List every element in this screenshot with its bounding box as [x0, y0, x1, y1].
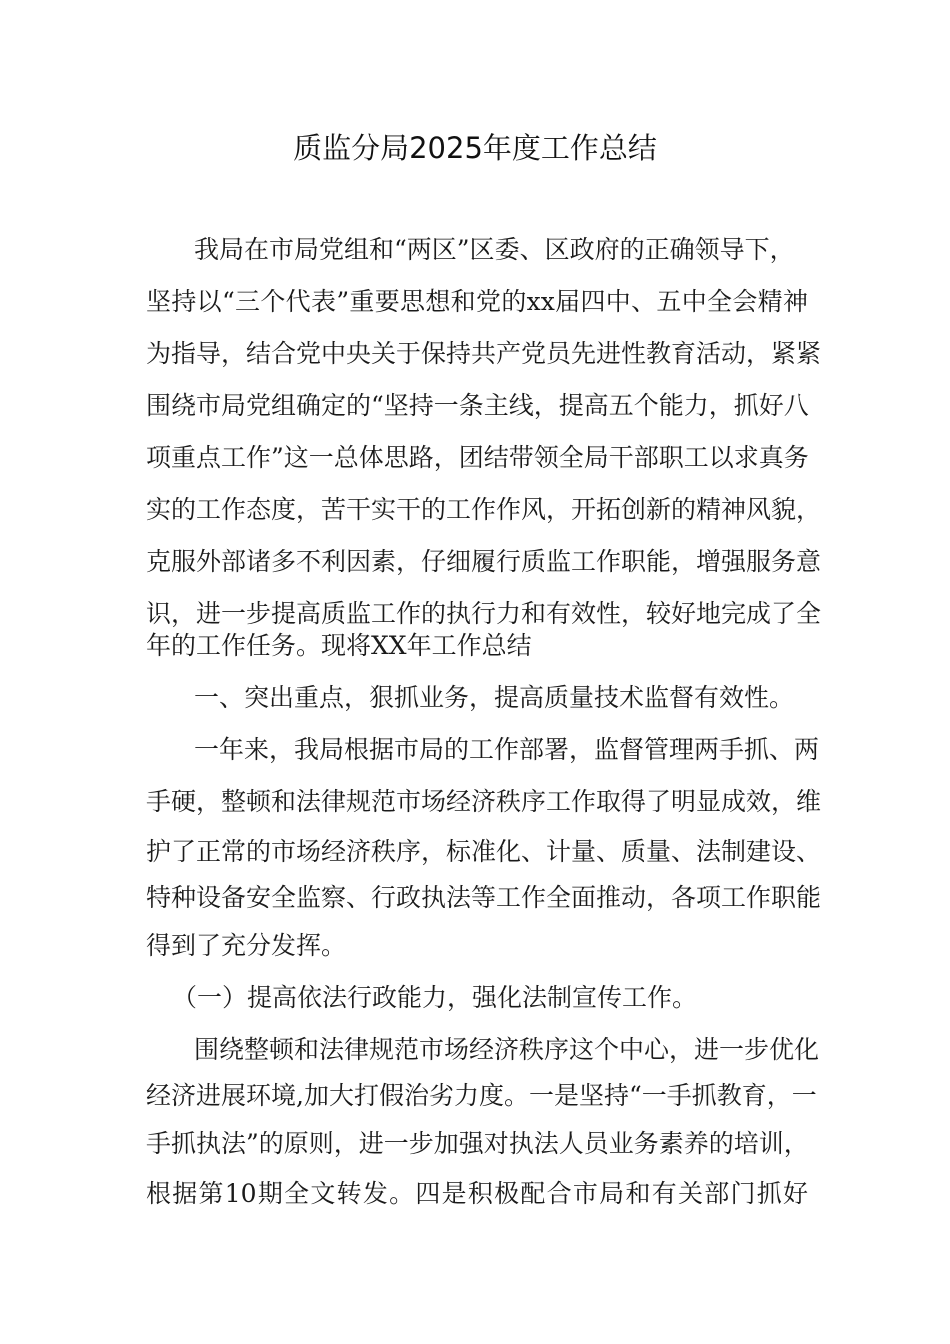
paragraph-line: 项重点工作”这一总体思路，团结带领全局干部职工以求真务 [146, 443, 809, 472]
paragraph-line: 坚持以“三个代表”重要思想和党的xx届四中、五中全会精神 [146, 287, 808, 316]
paragraph-line: 根据第10期全文转发。四是积极配合市局和有关部门抓好 [146, 1179, 808, 1208]
paragraph-line: 围绕市局党组确定的“坚持一条主线，提高五个能力，抓好八 [146, 391, 809, 420]
paragraph-line: 手硬，整顿和法律规范市场经济秩序工作取得了明显成效，维 [146, 787, 822, 816]
paragraph-line: 经济进展环境,加大打假治劣力度。一是坚持“一手抓教育，一 [146, 1081, 817, 1110]
paragraph-line: 手抓执法”的原则，进一步加强对执法人员业务素养的培训， [146, 1129, 809, 1158]
paragraph-line: 我局在市局党组和“两区”区委、区政府的正确领导下， [194, 235, 795, 264]
paragraph-line: 识，进一步提高质监工作的执行力和有效性，较好地完成了全 [146, 599, 822, 628]
document-body [146, 0, 822, 1344]
paragraph-line: 得到了充分发挥。 [146, 931, 347, 960]
paragraph-line: 为指导，结合党中央关于保持共产党员先进性教育活动，紧紧 [146, 339, 822, 368]
paragraph-line: 实的工作态度，苦干实干的工作作风，开拓创新的精神风貌， [146, 495, 822, 524]
paragraph-line: 一年来，我局根据市局的工作部署，监督管理两手抓、两 [194, 735, 820, 764]
paragraph-line: 年的工作任务。现将XX年工作总结 [146, 631, 532, 660]
section-heading: 一、突出重点，狠抓业务，提高质量技术监督有效性。 [194, 683, 795, 712]
paragraph-line: 围绕整顿和法律规范市场经济秩序这个中心，进一步优化 [194, 1035, 820, 1064]
subsection-heading: （一）提高依法行政能力，强化法制宣传工作。 [172, 983, 698, 1012]
document-title: 质监分局2025年度工作总结 [293, 131, 657, 165]
paragraph-line: 特种设备安全监察、行政执法等工作全面推动，各项工作职能 [146, 883, 822, 912]
paragraph-line: 护了正常的市场经济秩序，标准化、计量、质量、法制建设、 [146, 837, 822, 866]
paragraph-line: 克服外部诸多不利因素，仔细履行质监工作职能，增强服务意 [146, 547, 822, 576]
